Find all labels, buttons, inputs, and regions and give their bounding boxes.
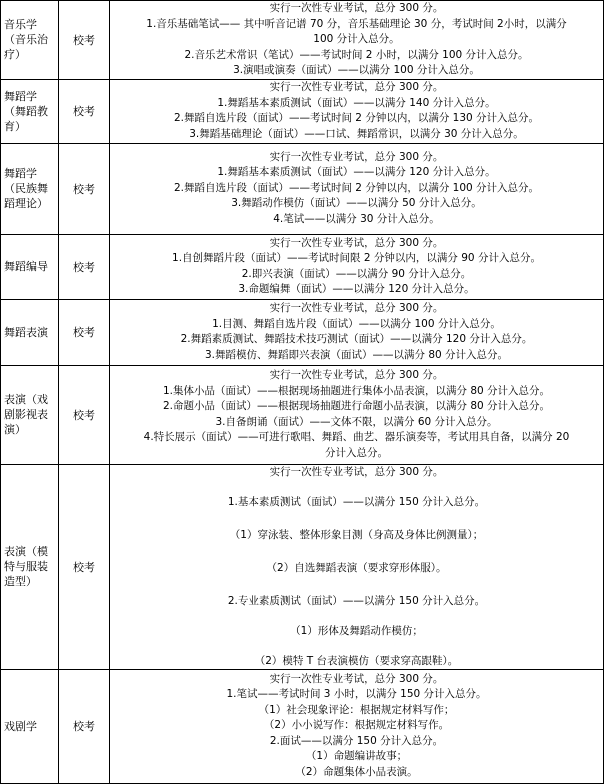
content-line: （1）形体及舞蹈动作模仿； xyxy=(290,624,423,637)
exam-type-cell: 校考 xyxy=(59,1,110,80)
content-line: 实行一次性专业考试，总分 300 分。 xyxy=(269,302,444,314)
content-line: 3.命题编舞（面试）——以满分 120 分计入总分。 xyxy=(238,283,475,295)
major-cell: 表演（模特与服装造型） xyxy=(1,464,59,669)
content-line: 2.专业素质测试（面试）——以满分 150 分计入总分。 xyxy=(227,594,486,607)
content-line: 1.笔试——考试时间 3 小时，以满分 150 分计入总分。 xyxy=(226,688,487,701)
content-line: 4.特长展示（面试）——可进行歌唱、舞蹈、曲艺、器乐演奏等，考试用具自备，以满分 20 xyxy=(143,431,570,443)
exam-type-cell: 校考 xyxy=(59,79,110,143)
table-row xyxy=(1,234,604,299)
exam-type-cell: 校考 xyxy=(59,669,110,783)
exam-content-cell xyxy=(110,79,604,143)
content-line: 100 分计入总分。 xyxy=(313,33,400,45)
content-line: 2.音乐艺术常识（笔试）——考试时间 2 小时，以满分 100 分计入总分。 xyxy=(184,48,529,61)
major-cell: 舞蹈编导 xyxy=(1,234,59,299)
exam-type-cell: 校考 xyxy=(59,299,110,365)
exam-content-cell xyxy=(110,669,604,783)
exam-type-cell: 校考 xyxy=(59,234,110,299)
major-cell: 表演（戏剧影视表演） xyxy=(1,365,59,464)
content-line: 实行一次性专业考试，总分 300 分。 xyxy=(269,672,444,685)
content-line: 实行一次性专业考试，总分 300 分。 xyxy=(269,369,444,381)
exam-type-cell: 校考 xyxy=(59,365,110,464)
content-line: 1.舞蹈基本素质测试（面试）——以满分 140 分计入总分。 xyxy=(217,96,496,109)
content-line: 1.基本素质测试（面试）——以满分 150 分计入总分。 xyxy=(227,495,486,508)
major-cell: 舞蹈学（舞蹈教育） xyxy=(1,79,59,143)
table-row xyxy=(1,143,604,234)
content-line: （2）自选舞蹈表演（要求穿形体服）。 xyxy=(266,561,447,574)
content-line: （1）穿泳装、整体形象目测（身高及身体比例测量）； xyxy=(229,528,484,541)
content-line: 3.舞蹈模仿、舞蹈即兴表演（面试）——以满分 80 分计入总分。 xyxy=(204,348,509,361)
exam-type-cell: 校考 xyxy=(59,143,110,234)
content-line: 1.音乐基础笔试—— 其中听音记谱 70 分，音乐基础理论 30 分，考试时间 2小时，以满分 xyxy=(146,17,567,30)
table-row xyxy=(1,669,604,783)
content-line: 2.命题小品（面试）——根据现场抽题进行命题小品表演，以满分 80 分计入总分。 xyxy=(162,400,551,412)
content-line: 实行一次性专业考试，总分 300 分。 xyxy=(269,465,444,478)
content-line: 1.自创舞蹈片段（面试）——考试时间限 2 分钟以内，以满分 90 分计入总分。 xyxy=(172,252,541,264)
content-line: 2.舞蹈素质测试、舞蹈技术技巧测试（面试）——以满分 120 分计入总分。 xyxy=(180,333,533,345)
exam-content-cell xyxy=(110,234,604,299)
content-line: 1.集体小品（面试）——根据现场抽题进行集体小品表演，以满分 80 分计入总分。 xyxy=(162,384,551,397)
content-line: 1.舞蹈基本素质测试（面试）——以满分 120 分计入总分。 xyxy=(217,166,496,179)
content-line: 3.舞蹈动作模仿（面试）——以满分 50 分计入总分。 xyxy=(231,197,482,210)
exam-content-cell xyxy=(110,1,604,80)
content-line: 3.舞蹈基础理论（面试）——口试、舞蹈常识，以满分 30 分计入总分。 xyxy=(189,127,524,140)
exam-content-cell xyxy=(110,464,604,669)
content-line: （1）命题编讲故事； xyxy=(305,750,408,763)
table-row xyxy=(1,365,604,464)
major-cell: 戏剧学 xyxy=(1,669,59,783)
exam-content-cell xyxy=(110,365,604,464)
content-line: （1）社会现象评论：根据规定材料写作； xyxy=(258,703,455,716)
content-line: 实行一次性专业考试，总分 300 分。 xyxy=(269,81,444,93)
content-line: （2）模特 T 台表演模仿（要求穿高跟鞋）。 xyxy=(254,654,459,667)
table-row xyxy=(1,79,604,143)
major-cell: 舞蹈学（民族舞蹈理论） xyxy=(1,143,59,234)
content-line: 2.即兴表演（面试）——以满分 90 分计入总分。 xyxy=(241,267,472,280)
content-line: （2）小小说写作：根据规定材料写作。 xyxy=(263,719,450,732)
content-line: 实行一次性专业考试，总分 300 分。 xyxy=(269,150,444,163)
content-line: 1.目测、舞蹈自选片段（面试）——以满分 100 分计入总分。 xyxy=(212,317,501,330)
content-line: 4.笔试——以满分 30 分计入总分。 xyxy=(273,212,440,225)
content-line: 3.演唱或演奏（面试）——以满分 100 分计入总分。 xyxy=(233,64,480,76)
content-line: 2.舞蹈自选片段（面试）——考试时间 2 分钟以内，以满分 130 分计入总分。 xyxy=(173,112,540,124)
table-row xyxy=(1,1,604,80)
exam-content-cell xyxy=(110,143,604,234)
content-line: 实行一次性专业考试，总分 300 分。 xyxy=(269,2,444,14)
exam-content-cell xyxy=(110,299,604,365)
table-row xyxy=(1,464,604,669)
exam-type-cell: 校考 xyxy=(59,464,110,669)
table-row xyxy=(1,299,604,365)
content-line: （2）命题集体小品表演。 xyxy=(295,765,418,778)
content-line: 3.自备朗诵（面试）——文体不限，以满分 60 分计入总分。 xyxy=(215,415,498,428)
major-cell: 舞蹈表演 xyxy=(1,299,59,365)
content-line: 分计入总分。 xyxy=(325,446,388,459)
content-line: 2.面试——以满分 150 分计入总分。 xyxy=(269,734,444,747)
major-cell: 音乐学（音乐治疗） xyxy=(1,1,59,80)
content-line: 2.舞蹈自选片段（面试）——考试时间 2 分钟以内，以满分 100 分计入总分。 xyxy=(173,181,540,194)
content-line: 实行一次性专业考试，总分 300 分。 xyxy=(269,236,444,249)
